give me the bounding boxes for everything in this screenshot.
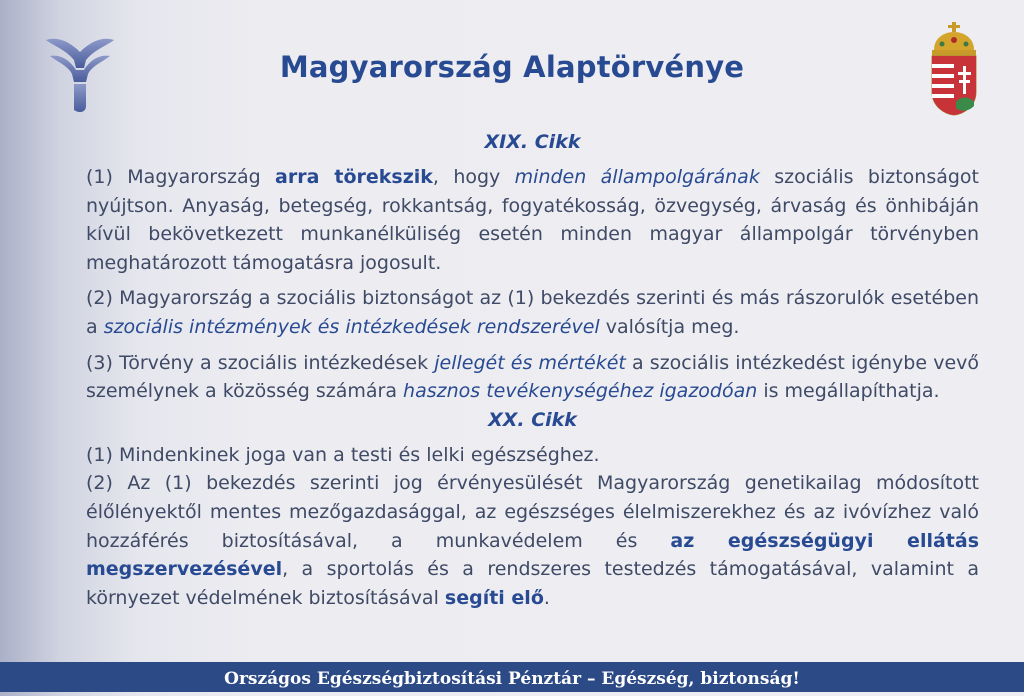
bold-text-run: segíti elő <box>444 586 544 609</box>
text-run: , hogy <box>432 166 515 188</box>
text-run: a szociális intézkedést igénybe vevő személynek a közösség számára <box>86 351 980 403</box>
text-run: (2) Magyarország a szociális biztonságot az (1) bekezdés szerinti és más rászorulók esetében a <box>86 287 979 338</box>
italic-text-run: jellegét és mértékét <box>434 351 626 374</box>
text-run: (2) Az (1) bekezdés szerinti jog érvényesülését Magyarország genetikailag módosított élőlényektől mentes mezőgazdasággal, az egészséges élelmiszerekhez és az ivóvízhez való hozzáférés biztosításával, a munkavédelem és <box>86 472 979 552</box>
article-xix-paragraph-1 <box>86 163 979 277</box>
article-xix-paragraph-2 <box>86 284 979 341</box>
italic-text-run: szociális intézmények és intézkedések rendszerével <box>103 315 600 338</box>
italic-text-run: minden állampolgárának <box>514 166 760 188</box>
text-run: , a sportolás és a rendszeres testedzés támogatásával, valamint a környezet védelmének biztosításával <box>86 558 979 609</box>
text-run: valósítja meg. <box>599 315 740 338</box>
text-run: szociális biztonságot nyújtson. Anyaság, betegség, rokkantság, fogyatékosság, özvegység, árvaság és önhibáján kívül bekövetkezett munkanélküliség esetén minden magyar állampolgár törvényben meghatározott támogatásra jogosult. <box>86 166 979 274</box>
article-heading-xx: XX. Cikk <box>488 408 577 431</box>
page-title: Magyarország Alaptörvénye <box>279 50 745 84</box>
article-heading-xix: XIX. Cikk <box>484 131 581 153</box>
text-run: (1) Magyarország <box>86 166 276 188</box>
text-run: (3) Törvény a szociális intézkedések <box>86 351 435 374</box>
bold-text-run: arra törekszik <box>275 166 433 188</box>
article-xix-paragraph-3 <box>86 349 979 406</box>
document-body <box>86 128 979 612</box>
footer-banner: Országos Egészségbiztosítási Pénztár – Egészség, biztonság! <box>0 662 1024 692</box>
italic-text-run: hasznos tevékenységéhez igazodóan <box>403 380 758 403</box>
text-run: is megállapíthatja. <box>757 380 940 403</box>
article-xx-paragraph-1: (1) Mindenkinek joga van a testi és lelki egészséghez. <box>86 443 600 466</box>
text-run: . <box>543 586 550 609</box>
bold-text-run: az egészségügyi ellátás megszervezésével <box>86 529 979 581</box>
article-xx-paragraph-2 <box>86 469 979 612</box>
